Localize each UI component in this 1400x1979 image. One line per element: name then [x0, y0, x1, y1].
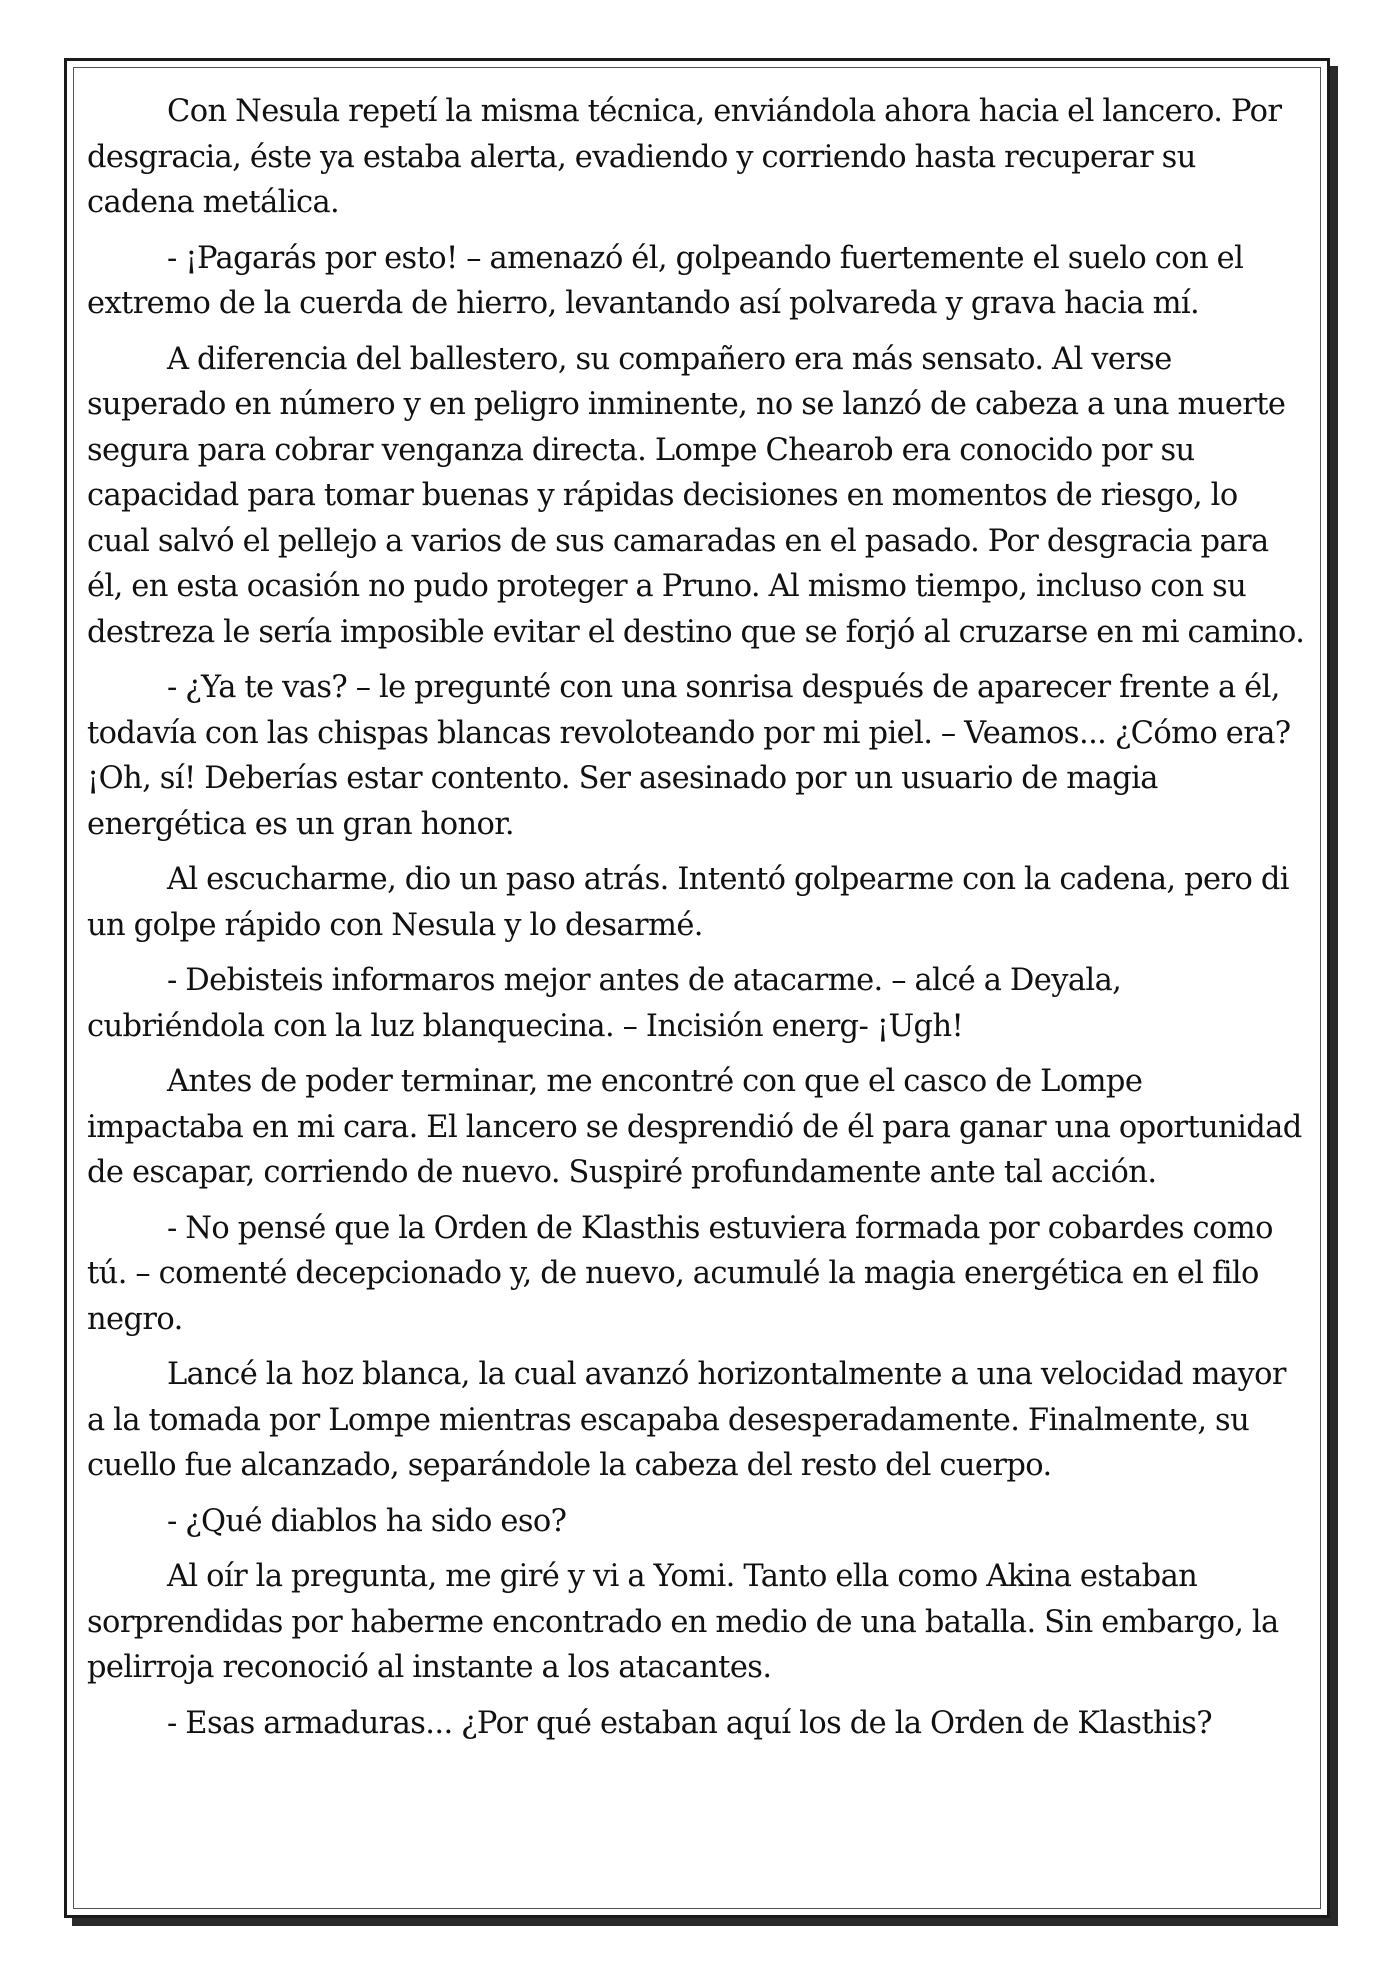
paragraph-9: Lancé la hoz blanca, la cual avanzó horizontalmente a una velocidad mayor a la tomada por Lompe mientras escapaba desesperadamente. Finalmente, su cuello fue alcanzado, separándole la cabeza del resto del cuerpo. — [87, 1357, 1286, 1483]
paragraph-10: - ¿Qué diablos ha sido eso? — [167, 1503, 567, 1539]
text-body — [87, 89, 1307, 1895]
paragraph-1: Con Nesula repetí la misma técnica, enviándola ahora hacia el lancero. Por desgracia, éste ya estaba alerta, evadiendo y corriendo hasta recuperar su cadena metálica. — [87, 94, 1282, 220]
paragraph-2: - ¡Pagarás por esto! – amenazó él, golpeando fuertemente el suelo con el extremo de la cuerda de hierro, levantando así polvareda y grava hacia mí. — [87, 240, 1244, 321]
paragraph-4: - ¿Ya te vas? – le pregunté con una sonrisa después de aparecer frente a él, todavía con las chispas blancas revoloteando por mi piel. – Veamos... ¿Cómo era? ¡Oh, sí! Deberías estar contento. Ser asesinado por un usuario de magia energética es un gran honor. — [87, 670, 1291, 842]
paragraph-5: Al escucharme, dio un paso atrás. Intentó golpearme con la cadena, pero di un golpe rápido con Nesula y lo desarmé. — [87, 862, 1289, 943]
paragraph-11: Al oír la pregunta, me giré y vi a Yomi. Tanto ella como Akina estaban sorprendidas por haberme encontrado en medio de una batalla. Sin embargo, la pelirroja reconoció al instante a los atacantes. — [87, 1559, 1279, 1685]
paragraph-7: Antes de poder terminar, me encontré con que el casco de Lompe impactaba en mi cara. El lancero se desprendió de él para ganar una oportunidad de escapar, corriendo de nuevo. Suspiré profundamente ante tal acción. — [87, 1064, 1302, 1190]
paragraph-8: - No pensé que la Orden de Klasthis estuviera formada por cobardes como tú. – comenté decepcionado y, de nuevo, acumulé la magia energética en el filo negro. — [87, 1210, 1273, 1337]
paragraph-12: - Esas armaduras... ¿Por qué estaban aquí los de la Orden de Klasthis? — [167, 1705, 1213, 1741]
paragraph-6: - Debisteis informaros mejor antes de atacarme. – alcé a Deyala, cubriéndola con la luz blanquecina. – Incisión energ- ¡Ugh! — [87, 963, 1122, 1044]
paragraph-3: A diferencia del ballestero, su compañero era más sensato. Al verse superado en número y en peligro inminente, no se lanzó de cabeza a una muerte segura para cobrar venganza directa. Lompe Chearob era conocido por su capacidad para tomar buenas y rápidas decisiones en momentos de riesgo, lo cual salvó el pellejo a varios de sus camaradas en el pasado. Por desgracia para él, en esta ocasión no pudo proteger a Pruno. Al mismo tiempo, incluso con su destreza le sería imposible evitar el destino que se forjó al cruzarse en mi camino. — [87, 341, 1305, 650]
page-frame — [64, 58, 1330, 1918]
